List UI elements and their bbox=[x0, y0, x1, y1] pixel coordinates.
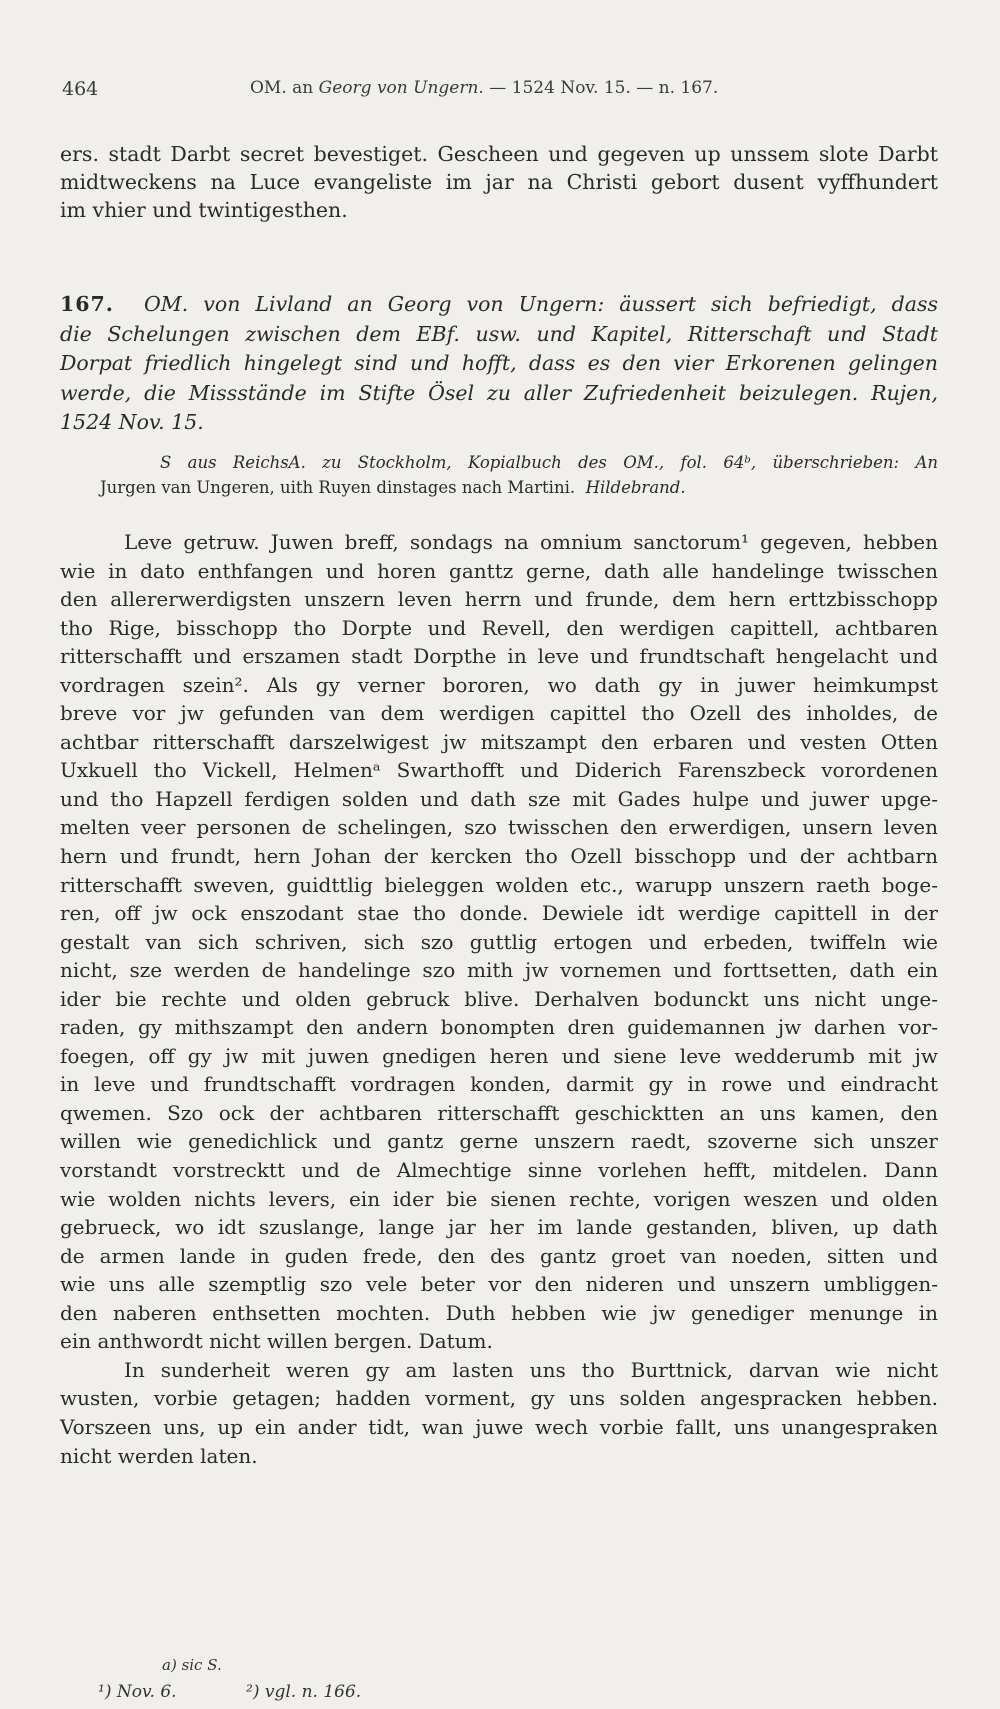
body-line: wusten, vorbie getagen; hadden vorment, gy uns solden angespracken hebben. bbox=[60, 1386, 938, 1411]
body-line: hern und frundt, hern Johan der kercken tho Ozell bisschopp und der achtbarn bbox=[60, 844, 938, 869]
text-line: ers. stadt Darbt secret bevestiget. Gescheen und gegeven up unssem slote Darbt bbox=[60, 142, 938, 166]
body-line: tho Rige, bisschopp tho Dorpte und Revell, den werdigen capittell, achtbaren bbox=[60, 615, 938, 640]
running-suffix: — 1524 Nov. 15. — n. 167. bbox=[489, 78, 719, 98]
body-line: den allererwerdigsten unszern leven herrn und frunde, dem hern erttzbisschopp bbox=[60, 587, 938, 612]
body-line: Vorszeen uns, up ein ander tidt, wan juwe wech vorbie fallt, uns unangespraken bbox=[60, 1414, 938, 1439]
body-line: wie in dato enthfangen und horen ganttz gerne, dath alle handelinge twisschen bbox=[60, 558, 938, 583]
body-line: ider bie rechte und olden gebruck blive. Derhalven bodunckt uns nicht unge- bbox=[60, 986, 938, 1011]
body-line: de armen lande in guden frede, den des gantz groet van noeden, sitten und bbox=[60, 1243, 938, 1268]
regest-167 bbox=[60, 290, 938, 438]
body-line: achtbar ritterschafft darszelwigest jw mitszampt den erbaren und vesten Otten bbox=[60, 729, 938, 754]
editor-name: Hildebrand. bbox=[585, 478, 686, 497]
body-line: wie wolden nichts levers, ein ider bie sienen rechte, vorigen weszen und olden bbox=[60, 1186, 938, 1211]
body-line: In sunderheit weren gy am lasten uns tho Burttnick, darvan wie nicht bbox=[124, 1357, 938, 1382]
footnote-1: ¹) Nov. 6. bbox=[98, 1682, 177, 1702]
body-line: Leve getruw. Juwen breff, sondags na omnium sanctorum¹ gegeven, hebben bbox=[124, 530, 938, 554]
body-line: Uxkuell tho Vickell, Helmenᵃ Swarthofft und Diderich Farenszbeck vorordenen bbox=[60, 758, 938, 783]
running-prefix: OM. an bbox=[250, 78, 314, 98]
body-line: vorstandt vorstrecktt und de Almechtige sinne vorlehen hefft, mitdelen. Dann bbox=[60, 1158, 938, 1183]
body-line: nicht werden laten. bbox=[60, 1443, 258, 1468]
running-name: Georg von Ungern. bbox=[318, 78, 484, 98]
body-line: vordragen szein². Als gy verner bororen, wo dath gy in juwer heimkumpst bbox=[60, 672, 938, 697]
body-line: wie uns alle szemptlig szo vele beter vor den nideren und unszern umbliggen- bbox=[60, 1272, 938, 1297]
body-line: foegen, off gy jw mit juwen gnedigen heren und siene leve wedderumb mit jw bbox=[60, 1043, 938, 1068]
text-line: im vhier und twintigesthen. bbox=[60, 198, 348, 223]
footnote-2: ²) vgl. n. 166. bbox=[246, 1682, 362, 1702]
text-line: midtweckens na Luce evangeliste im jar na Christi gebort dusent vyffhundert bbox=[60, 170, 938, 195]
body-line: ritterschafft sweven, guidttlig bieleggen wolden etc., warupp unszern raeth boge- bbox=[60, 872, 938, 897]
regest-line: 1524 Nov. 15. bbox=[60, 410, 204, 434]
regest-line: die Schelungen zwischen dem EBf. usw. und Kapitel, Ritterschaft und Stadt bbox=[60, 321, 938, 346]
body-line: den naberen enthsetten mochten. Duth hebben wie jw genediger menunge in bbox=[60, 1300, 938, 1325]
regest-line: werde, die Missstände im Stifte Ösel zu aller Zufriedenheit beizulegen. Rujen, bbox=[60, 380, 938, 405]
body-line: gestalt van sich schriven, sich szo guttlig ertogen und erbeden, twiffeln wie bbox=[60, 929, 938, 954]
body-line: melten veer personen de schelingen, szo twisschen den erwerdigen, unsern leven bbox=[60, 815, 938, 840]
source-line bbox=[60, 475, 938, 500]
body-line: qwemen. Szo ock der achtbaren ritterschafft geschicktten an uns kamen, den bbox=[60, 1100, 938, 1125]
document-number: 167. bbox=[60, 292, 114, 316]
body-line: ein anthwordt nicht willen bergen. Datum. bbox=[60, 1329, 493, 1354]
regest-line: Dorpat friedlich hingelegt sind und hofft, dass es den vier Erkorenen gelingen bbox=[60, 351, 938, 375]
body-line: nicht, sze werden de handelinge szo mith jw vornemen und forttsetten, dath ein bbox=[60, 958, 938, 983]
body-line: gebrueck, wo idt szuslange, lange jar her im lande gestanden, bliven, up dath bbox=[60, 1215, 938, 1240]
source-line: S aus ReichsA. zu Stockholm, Kopialbuch des OM., fol. 64ᵇ, überschrieben: An bbox=[160, 453, 938, 472]
source-note bbox=[60, 450, 938, 500]
body-line: in leve und frundtschafft vordragen konden, darmit gy in rowe und eindracht bbox=[60, 1072, 938, 1097]
letter-body bbox=[60, 528, 938, 1470]
running-title bbox=[250, 78, 718, 98]
textual-note: a) sic S. bbox=[162, 1656, 222, 1674]
regest-text: OM. von Livland an Georg von Ungern: äussert sich befriedigt, dass bbox=[143, 292, 938, 316]
body-line: ren, off jw ock enszodant stae tho donde. Dewiele idt werdige capittell in der bbox=[60, 901, 938, 926]
letter-continuation bbox=[60, 140, 938, 225]
body-line: raden, gy mithszampt den andern bonompten dren guidemannen jw darhen vor- bbox=[60, 1015, 938, 1040]
body-line: breve vor jw gefunden van dem werdigen capittel tho Ozell des inholdes, de bbox=[60, 701, 938, 726]
body-line: und tho Hapzell ferdigen solden und dath sze mit Gades hulpe und juwer upge- bbox=[60, 786, 938, 811]
page-number: 464 bbox=[62, 78, 99, 100]
regest-line bbox=[60, 290, 938, 320]
body-line: ritterschafft und erszamen stadt Dorpthe in leve und frundtschaft hengelacht und bbox=[60, 644, 938, 669]
body-line: willen wie genedichlick und gantz gerne unszern raedt, szoverne sich unszer bbox=[60, 1129, 938, 1154]
source-heading-text: Jurgen van Ungeren, uith Ruyen dinstages nach Martini. bbox=[100, 478, 576, 497]
